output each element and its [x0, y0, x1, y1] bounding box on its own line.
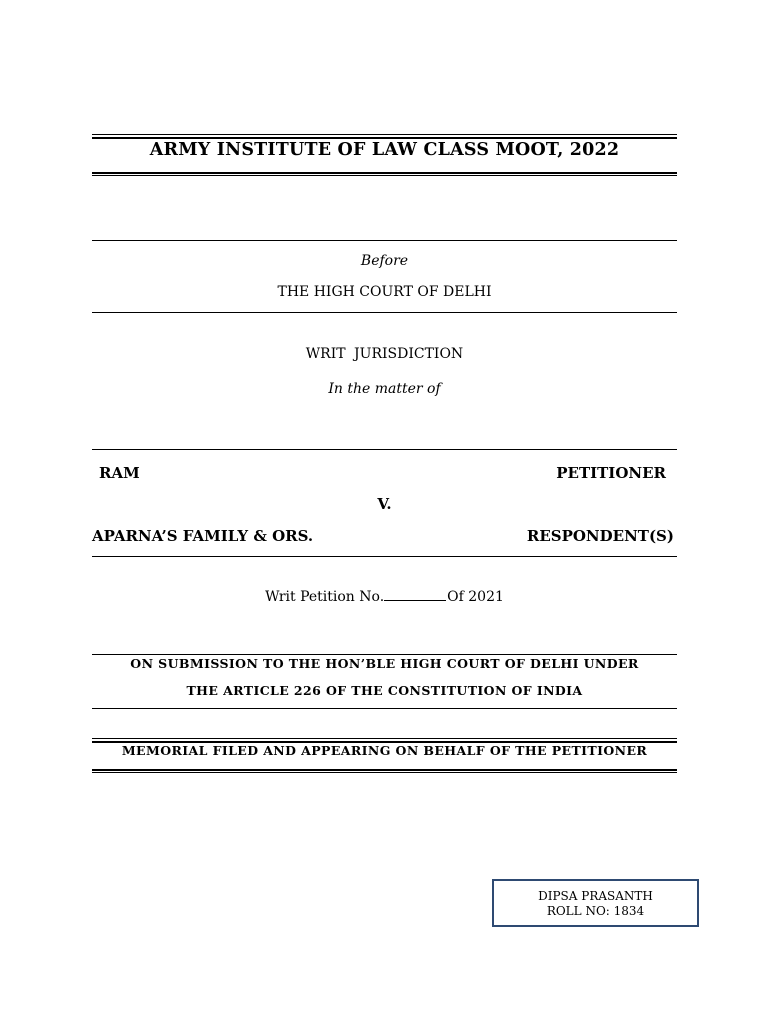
submission-line-1: ON SUBMISSION TO THE HON’BLE HIGH COURT OF DELHI UNDER [130, 656, 639, 671]
matter-label: In the matter of [328, 381, 441, 397]
memorial-bottom-rule-thick [92, 769, 677, 771]
petition-number-line [92, 587, 677, 605]
title-bottom-rule-thin [92, 175, 677, 176]
title-top-rule-thin [92, 134, 677, 135]
author-roll-number: ROLL NO: 1834 [546, 904, 645, 918]
court-name: THE HIGH COURT OF DELHI [277, 284, 492, 300]
versus-label: V. [377, 495, 392, 513]
parties-top-rule [92, 449, 677, 450]
moot-title: ARMY INSTITUTE OF LAW CLASS MOOT, 2022 [149, 140, 620, 160]
petition-number-blank [384, 587, 446, 601]
petitioner-name: RAM [99, 464, 140, 482]
submission-line-2: THE ARTICLE 226 OF THE CONSTITUTION OF INDIA [186, 683, 583, 698]
jurisdiction-type: WRIT JURISDICTION [305, 346, 464, 362]
memorial-statement: MEMORIAL FILED AND APPEARING ON BEHALF OF THE PETITIONER [121, 743, 648, 758]
petitioner-role: PETITIONER [556, 464, 666, 482]
submission-top-rule [92, 654, 677, 655]
respondent-name: APARNA’S FAMILY & ORS. [92, 527, 314, 545]
title-top-rule-thick [92, 137, 677, 139]
memorial-bottom-rule-thin [92, 772, 677, 773]
petition-year: Of 2021 [447, 589, 504, 605]
before-label: Before [360, 253, 409, 269]
submission-bottom-rule [92, 708, 677, 709]
memorial-top-rule-thin [92, 738, 677, 739]
petition-label: Writ Petition No. [265, 589, 385, 605]
title-bottom-rule-thick [92, 172, 677, 174]
respondent-role: RESPONDENT(S) [526, 527, 674, 545]
court-bottom-rule [92, 312, 677, 313]
author-box [492, 879, 699, 927]
parties-bottom-rule [92, 556, 677, 557]
author-name: DIPSA PRASANTH [538, 889, 653, 903]
court-top-rule [92, 240, 677, 241]
